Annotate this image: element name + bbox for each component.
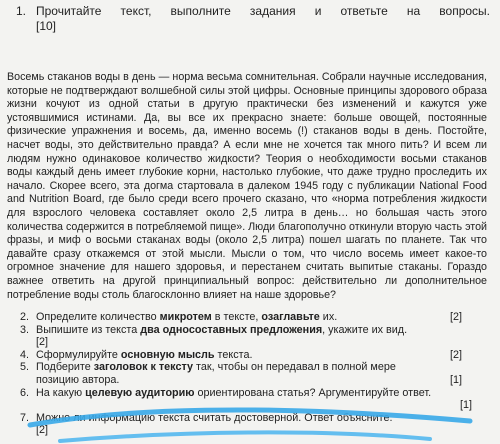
question-3 (20, 324, 480, 349)
question-points: [2] (449, 348, 462, 361)
question-points: [2] (36, 336, 49, 349)
question-number: 2. (20, 311, 30, 323)
question-text: их. (319, 311, 338, 323)
task-points: [10] (36, 19, 57, 33)
task-header (16, 4, 490, 34)
question-number: 6. (20, 386, 30, 399)
question-points: [2] (449, 311, 462, 323)
question-4 (20, 349, 480, 362)
task-instruction: Прочитайте текст, выполните задания и ответьте на вопросы. (36, 4, 490, 18)
question-5 (20, 361, 480, 386)
question-text: ориентирована статья? Аргументируйте ответ. (194, 386, 432, 399)
question-2 (20, 311, 480, 324)
question-text: Можно ли информацию текста считать достоверной. Ответ объясните. (36, 411, 393, 424)
question-text: , укажите их вид. (322, 323, 408, 336)
question-emphasis: целевую аудиторию (85, 386, 195, 399)
question-emphasis: два односоставных предложения (140, 323, 323, 336)
question-text: Подберите (36, 361, 94, 374)
question-emphasis: заголовок к тексту (93, 361, 194, 374)
question-text: текста. (214, 348, 253, 361)
question-text: На какую (36, 386, 86, 399)
question-number: 5. (20, 361, 30, 374)
question-text: в тексте, (211, 311, 262, 323)
question-text: Выпишите из текста (36, 323, 141, 336)
question-number: 7. (20, 411, 30, 424)
question-text: так, чтобы он передавал в полной мере позицию автора. (36, 361, 396, 386)
question-emphasis: озаглавьте (261, 311, 320, 323)
reading-passage: Восемь стаканов воды в день — норма весьма сомнительная. Собрали научные исследования, которые не подтверждают волшебной силы этой цифры. Основные принципы здорового образа жизни кочуют из одной статьи в другую практически без изменений и кажутся уже устоявшимися истинами. Да, вы все их прекрасно знаете: больше овощей, постоянные физические упражнения и восемь, да, именно восемь (!) стаканов воды в день. Постойте, насчет воды, это действительно правда? А если мне не хочется так много пить? И всем ли людям нужно одинаковое количество жидкости? Теория о необходимости восьми стаканов воды каждый день имеет глубокие корни, настолько глубокие, что даже трудно проследить их начало. Скорее всего, эта догма стартовала в далеком 1945 году с публикации National Food and Nutrition Board, где было среди всего прочего сказано, что «норма потребления жидкости для взрослого человека составляет около 2,5 литра в день… но большая часть этого количества содержится в потребляемой пище». Люди благополучно откинули вторую часть этой фразы, и миф о восьми стаканах воды (около 2,5 литра) пошел шагать по планете. Так что давайте сразу откажемся от этой мысли. Мысли о том, что число восемь имеет какое-то огромное значение для нашего здоровья, и перестанем считать выпитые стаканы. Гораздо важнее ответить на другой принципиальный вопрос: действительно ли дополнительное потребление воды столь благосклонно влияет на наше здоровье? (7, 71, 487, 301)
question-emphasis: основную мысль (120, 348, 215, 361)
question-emphasis: микротем (159, 311, 212, 323)
task-number: 1. (16, 4, 27, 18)
question-points: [1] (459, 399, 472, 412)
question-text: Сформулируйте (36, 348, 121, 361)
question-points: [1] (449, 373, 462, 386)
question-points: [2] (36, 424, 49, 437)
question-text: Определите количество (36, 311, 160, 323)
question-number: 3. (20, 323, 30, 336)
question-number: 4. (20, 348, 30, 361)
blue-highlighter-stroke (0, 395, 500, 444)
